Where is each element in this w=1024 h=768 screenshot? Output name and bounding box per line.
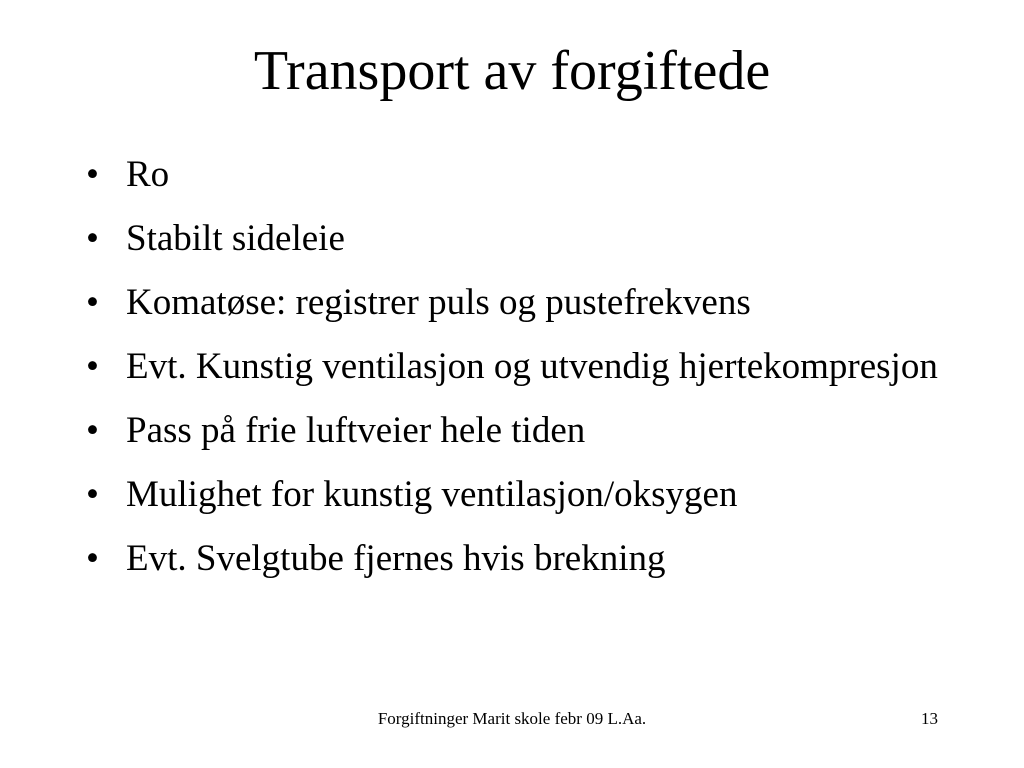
bullet-text: Evt. Svelgtube fjernes hvis brekning bbox=[126, 538, 666, 579]
bullet-item bbox=[86, 278, 946, 328]
bullet-icon: • bbox=[86, 538, 99, 579]
bullet-item bbox=[86, 406, 946, 456]
bullet-text: Stabilt sideleie bbox=[126, 218, 345, 259]
bullet-item bbox=[86, 150, 946, 200]
bullet-item bbox=[86, 470, 946, 520]
bullet-icon: • bbox=[86, 474, 99, 515]
bullet-item bbox=[86, 342, 946, 392]
bullet-item bbox=[86, 534, 946, 584]
bullet-icon: • bbox=[86, 218, 99, 259]
bullet-text: Komatøse: registrer puls og pustefrekvens bbox=[126, 282, 751, 323]
bullet-text: Mulighet for kunstig ventilasjon/oksygen bbox=[126, 474, 738, 515]
bullet-icon: • bbox=[86, 410, 99, 451]
page-number: 13 bbox=[921, 709, 938, 728]
footer-text: Forgiftninger Marit skole febr 09 L.Aa. bbox=[377, 709, 647, 728]
slide-title: Transport av forgiftede bbox=[253, 40, 771, 102]
bullet-text: Pass på frie luftveier hele tiden bbox=[126, 410, 586, 451]
bullet-text: Ro bbox=[126, 154, 170, 195]
bullet-icon: • bbox=[86, 154, 99, 195]
bullet-list bbox=[86, 150, 946, 598]
bullet-icon: • bbox=[86, 282, 99, 323]
bullet-text: Evt. Kunstig ventilasjon og utvendig hjertekompresjon bbox=[126, 346, 938, 387]
bullet-icon: • bbox=[86, 346, 99, 387]
bullet-item bbox=[86, 214, 946, 264]
